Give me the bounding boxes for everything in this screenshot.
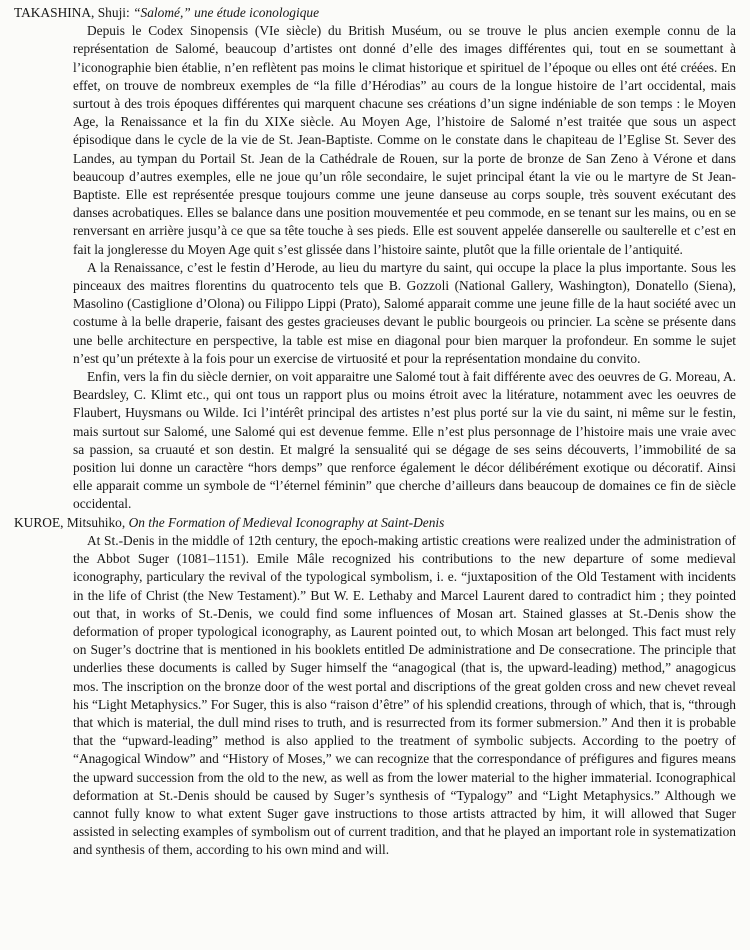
entry-body bbox=[73, 22, 736, 513]
entry-kuroe bbox=[14, 514, 736, 860]
entry-title: “Salomé,” une étude iconologique bbox=[133, 5, 320, 20]
paragraph: Depuis le Codex Sinopensis (VIe siècle) du British Muséum, ou se trouve le plus ancien exemple connu de la représentation de Salomé, beaucoup d’artistes ont donné d’elle des images différentes qui, tout en se soumettant à l’iconographie bien établie, n’en reflètent pas moins le climat historique et spirituel de l’époque ou elles ont été créées. En effet, on trouve de nombreux exemples de “la fille d’Hérodias” au cours de la longue histoire de l’art occidental, mais surtout à des trois époques différentes qui marquent chacune ses créations d’un signe indéniable de son temps : le Moyen Age, la Renaissance et la fin du XIXe siècle. Au Moyen Age, l’histoire de Salomé n’est traitée que sous un aspect épisodique dans le cycle de la vie de St. Jean-Baptiste. Comme on le constate dans le chapiteau de l’Eglise St. Sever des Landes, au tympan du Portail St. Jean de la Cathédrale de Rouen, sur la porte de bronze de San Zeno à Vérone et dans beaucoup d’autres exemples, elle ne joue qu’un rôle secondaire, le sujet principal étant la vie ou le martyre de St Jean-Baptiste. Elle est représentée presque toujours comme une jeune danseuse au corps souple, très souvent exécutant des danses acrobatiques. Elles se balance dans une position mouvementée et peu commode, en se tenant sur les mains, ou en se renversant en arrière jusqu’à ce que sa tête touche à ses pieds. Elle est souvent appelée danserelle ou saulterelle et c’est en fait la jongleresse du Moyen Age quit s’est glissée dans l’histoire sainte, plutôt que la fille orientale de l’antiquité. bbox=[73, 23, 736, 257]
paragraph: At St.-Denis in the middle of 12th century, the epoch-making artistic creations were realized under the administration of the Abbot Suger (1081–1151). Emile Mâle recognized his contributions to the new departure of some medieval iconography, particulary the revival of the typological symbolism, i. e. “juxtaposition of the Old Testament with incidents in the life of Christ (the New Testament).” But W. E. Lethaby and Marcel Laurent dared to contradict him ; they pointed out that, in works of St.-Denis, we could find some influences of Mosan art. Stained glasses at St.-Denis show the deformation of proper typological iconography, as Laurent pointed out, to which Mosan art belonged. This fact must rely on Suger’s doctrine that is mentioned in his booklets entitled De administratione and De consecratione. The principle that underlies these documents is called by Suger himself the “anagogical (that is, the upward-leading) method,” anagogicus mos. The inscription on the bronze door of the west portal and discriptions of the great golden cross and new chevet reveal his “Light Metaphysics.” For Suger, this is also “raison d’être” of his splendid creations, through of which, that is, “through that which is material, the dull mind rises to truth, and is resurrected from its former submersion.” And then it is probable that the “upward-leading” method is also applied to the treatment of symbolic subjects. According to the poetry of “Anagogical Window” and “History of Moses,” we can recognize that the correspondance of préfigures and figures means the upward succession from the old to the new, as well as from the lower material to the higher immaterial. Iconographical deformation at St.-Denis should be caused by Suger’s synthesis of “Typalogy” and “Light Metaphysics.” Although we cannot fully know to what extent Suger gave instructions to those artists attracted by him, it will allowed that Suger assisted in selecting examples of symbolism out of current tradition, and that he played an important role in systematization and synthesis of them, according to his own mind and will. bbox=[73, 532, 736, 858]
paragraph: A la Renaissance, c’est le festin d’Herode, au lieu du martyre du saint, qui occupe la place la plus importante. Sous les pinceaux des maitres florentins du quatrocento tels que B. Gozzoli (National Gallery, Washington), Donatello (Siena), Masolino (Castiglione d’Olona) ou Filippo Lippi (Prato), Salomé apparait comme une jeune fille de la haut société avec un costume à la belle draperie, faisant des gestes gracieuses devant le public bourgeois ou princier. La scène se présente dans une belle architecture en perspective, la table est mise en diagonal pour bien marquer la profondeur. En somme le sujet n’est qu’un prétexte à la fois pour un exercise de virtuosité et pour la représentation mondaine du convito. bbox=[73, 259, 736, 366]
entry-author: KUROE, Mitsuhiko, bbox=[14, 514, 126, 530]
entry-body bbox=[73, 532, 736, 860]
paragraph: Enfin, vers la fin du siècle dernier, on voit apparaitre une Salomé tout à fait différente avec des oeuvres de G. Moreau, A. Beardsley, C. Klimt etc., qui ont tous un rapport plus ou moins étroit avec la litérature, notamment avec les oeuvres de Flaubert, Huysmans ou Wilde. Ici l’intérêt principal des artistes n’est plus porté sur la vie du saint, ni même sur le festin, mais surtout sur Salomé, une Salomé qui est devenue femme. Elle n’est plus personnage de l’histoire mais une vraie avec sa passion, sa cruauté et son destin. Et malgré la sensualité qui se dégage de ses seins découverts, l’immobilité de sa position lui donne un caractère “hors demps” que renforce également le décor délibérément exotique ou décoratif. Ainsi elle apparait comme un symbole de “l’éternel féminin” que cherche d’ailleurs dans beaucoup de domaines ce fin de siècle occidental. bbox=[73, 369, 736, 512]
entry-heading bbox=[14, 514, 736, 532]
entry-heading bbox=[14, 4, 736, 22]
entry-title: On the Formation of Medieval Iconography at Saint-Denis bbox=[128, 514, 445, 530]
entry-author: TAKASHINA, Shuji: bbox=[14, 5, 130, 20]
entry-takashina bbox=[14, 4, 736, 514]
